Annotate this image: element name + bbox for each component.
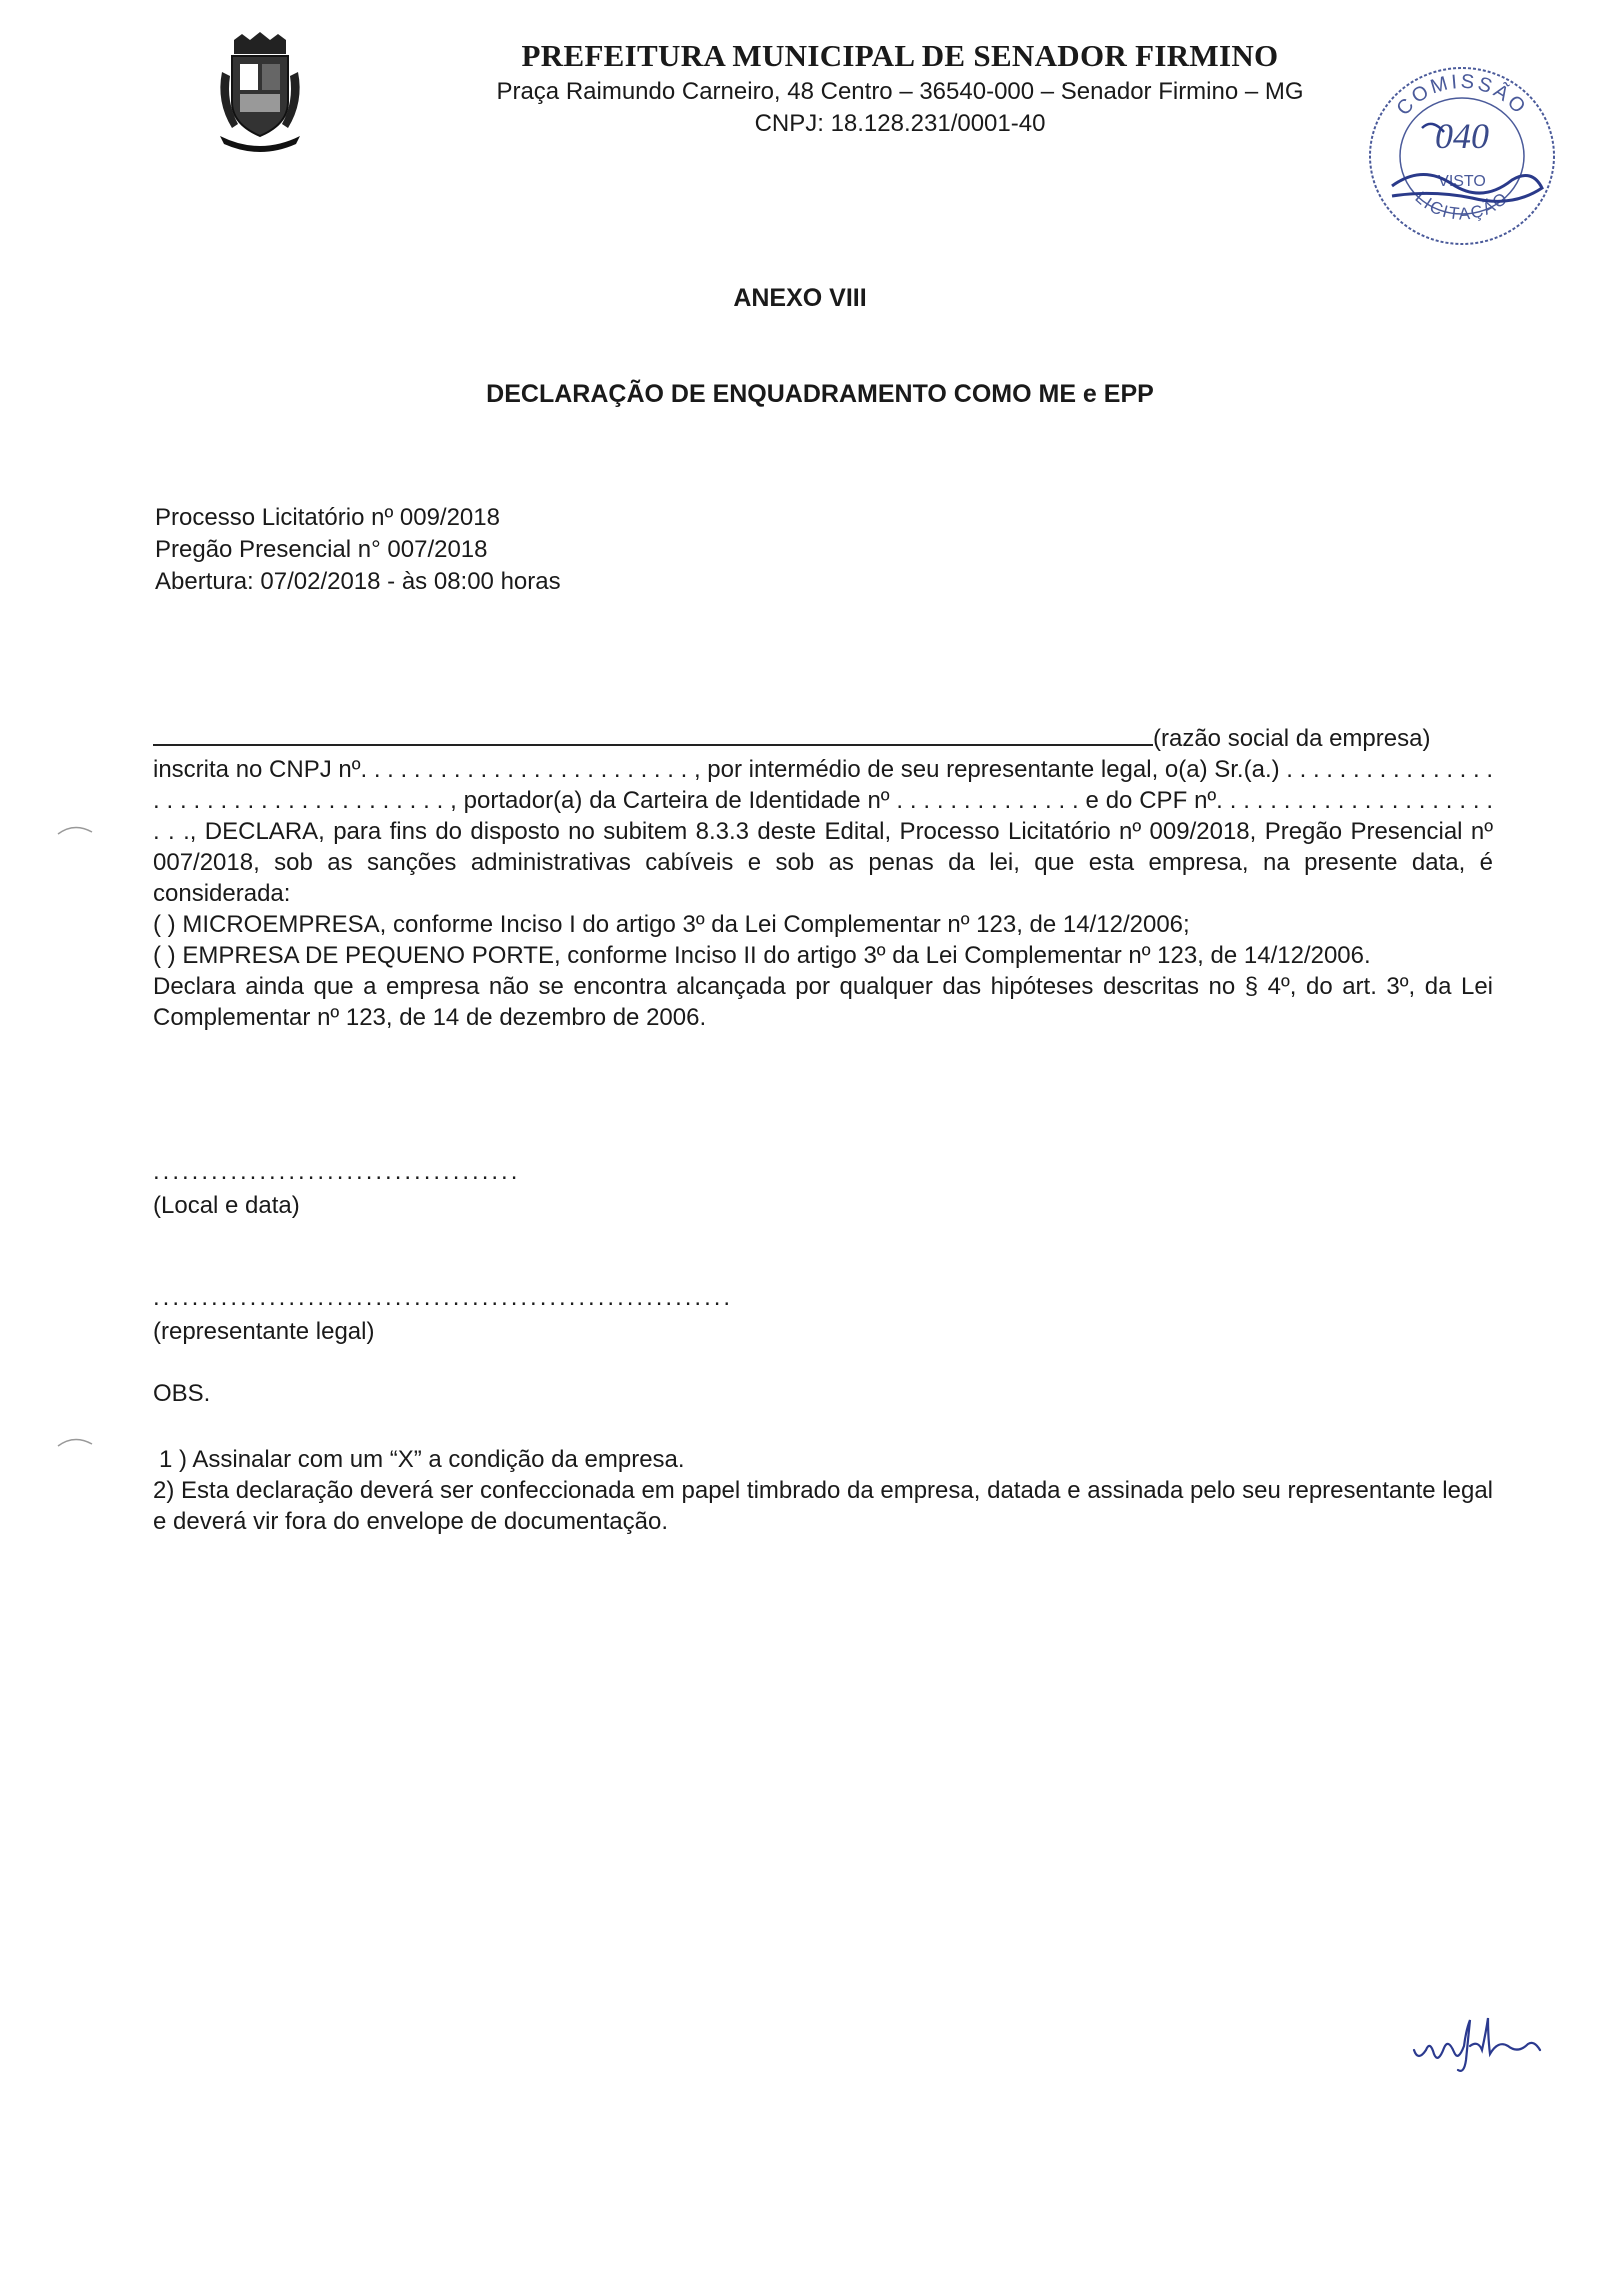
process-number: Processo Licitatório nº 009/2018	[155, 504, 500, 531]
representative-label: (representante legal)	[153, 1318, 375, 1345]
organization-cnpj: CNPJ: 18.128.231/0001-40	[754, 110, 1046, 137]
letterhead	[420, 36, 1380, 140]
declaration-paragraph: inscrita no CNPJ nº. . . . . . . . . . . . . . . . . . . . . . . . . , por intermédio de seu representante legal, o(a) Sr.(a.) . . . . . . . . . . . . . . . . . . . . . . . . . . . . . . . . . . . . . . , portador(a) da Carteira de Identidade nº . . . . . . . . . . . . . . e do CPF nº. . . . . . . . . . . . . . . . . . . . . . . ., DECLARA, para fins do disposto no subitem 8.3.3 deste Edital, Processo Licitatório nº 009/2018, Pregão Presencial nº 007/2018, sob as sanções administrativas cabíveis e sob as penas da lei, que esta empresa, na presente data, é considerada:	[153, 756, 1493, 907]
svg-text:COMISSÃO	[1393, 71, 1532, 120]
stamp-middle-text: VISTO	[1438, 173, 1486, 190]
obs-note-1: 1 ) Assinalar com um “X” a condição da empresa.	[159, 1446, 685, 1473]
option-epp: ( ) EMPRESA DE PEQUENO PORTE, conforme Inciso II do artigo 3º da Lei Complementar nº 123, de 14/12/2006.	[153, 942, 1371, 969]
organization-name: PREFEITURA MUNICIPAL DE SENADOR FIRMINO	[521, 38, 1279, 73]
annex-title: ANEXO VIII	[733, 284, 867, 312]
pregao-number: Pregão Presencial n° 007/2018	[155, 536, 488, 563]
obs-label: OBS.	[153, 1380, 211, 1407]
commission-stamp-icon	[1362, 58, 1562, 248]
obs-note-2: 2) Esta declaração deverá ser confeccionada em papel timbrado da empresa, datada e assinada pelo seu representante legal e deverá vir fora do envelope de documentação.	[153, 1477, 1493, 1535]
company-name-line	[153, 723, 1493, 754]
stamp-bottom-text: LICITAÇÃO	[1411, 187, 1513, 224]
local-date-blank: ......................................	[153, 1158, 521, 1185]
local-date-label: (Local e data)	[153, 1192, 300, 1219]
process-info	[155, 502, 561, 598]
declaration-body	[153, 723, 1493, 1033]
stamp-number: 040	[1435, 116, 1489, 156]
organization-address: Praça Raimundo Carneiro, 48 Centro – 36540-000 – Senador Firmino – MG	[496, 78, 1304, 105]
scan-mark-icon	[56, 1434, 96, 1448]
company-name-hint: (razão social da empresa)	[1153, 725, 1431, 752]
stamp-top-text: COMISSÃO	[1392, 70, 1532, 120]
representative-blank: ............................................................	[153, 1284, 734, 1311]
additional-declaration: Declara ainda que a empresa não se encontra alcançada por qualquer das hipóteses descritas no § 4º, do art. 3º, da Lei Complementar nº 123, de 14 de dezembro de 2006.	[153, 973, 1493, 1031]
handwritten-initials-icon	[1408, 2010, 1568, 2080]
obs-notes	[153, 1444, 1493, 1537]
municipal-crest-icon	[212, 32, 308, 152]
option-microempresa: ( ) MICROEMPRESA, conforme Inciso I do artigo 3º da Lei Complementar nº 123, de 14/12/2006;	[153, 911, 1190, 938]
scan-mark-icon	[56, 822, 96, 836]
declaration-title: DECLARAÇÃO DE ENQUADRAMENTO COMO ME e EPP	[486, 380, 1154, 408]
opening-date: Abertura: 07/02/2018 - às 08:00 horas	[155, 568, 561, 595]
company-name-blank	[153, 724, 1153, 746]
